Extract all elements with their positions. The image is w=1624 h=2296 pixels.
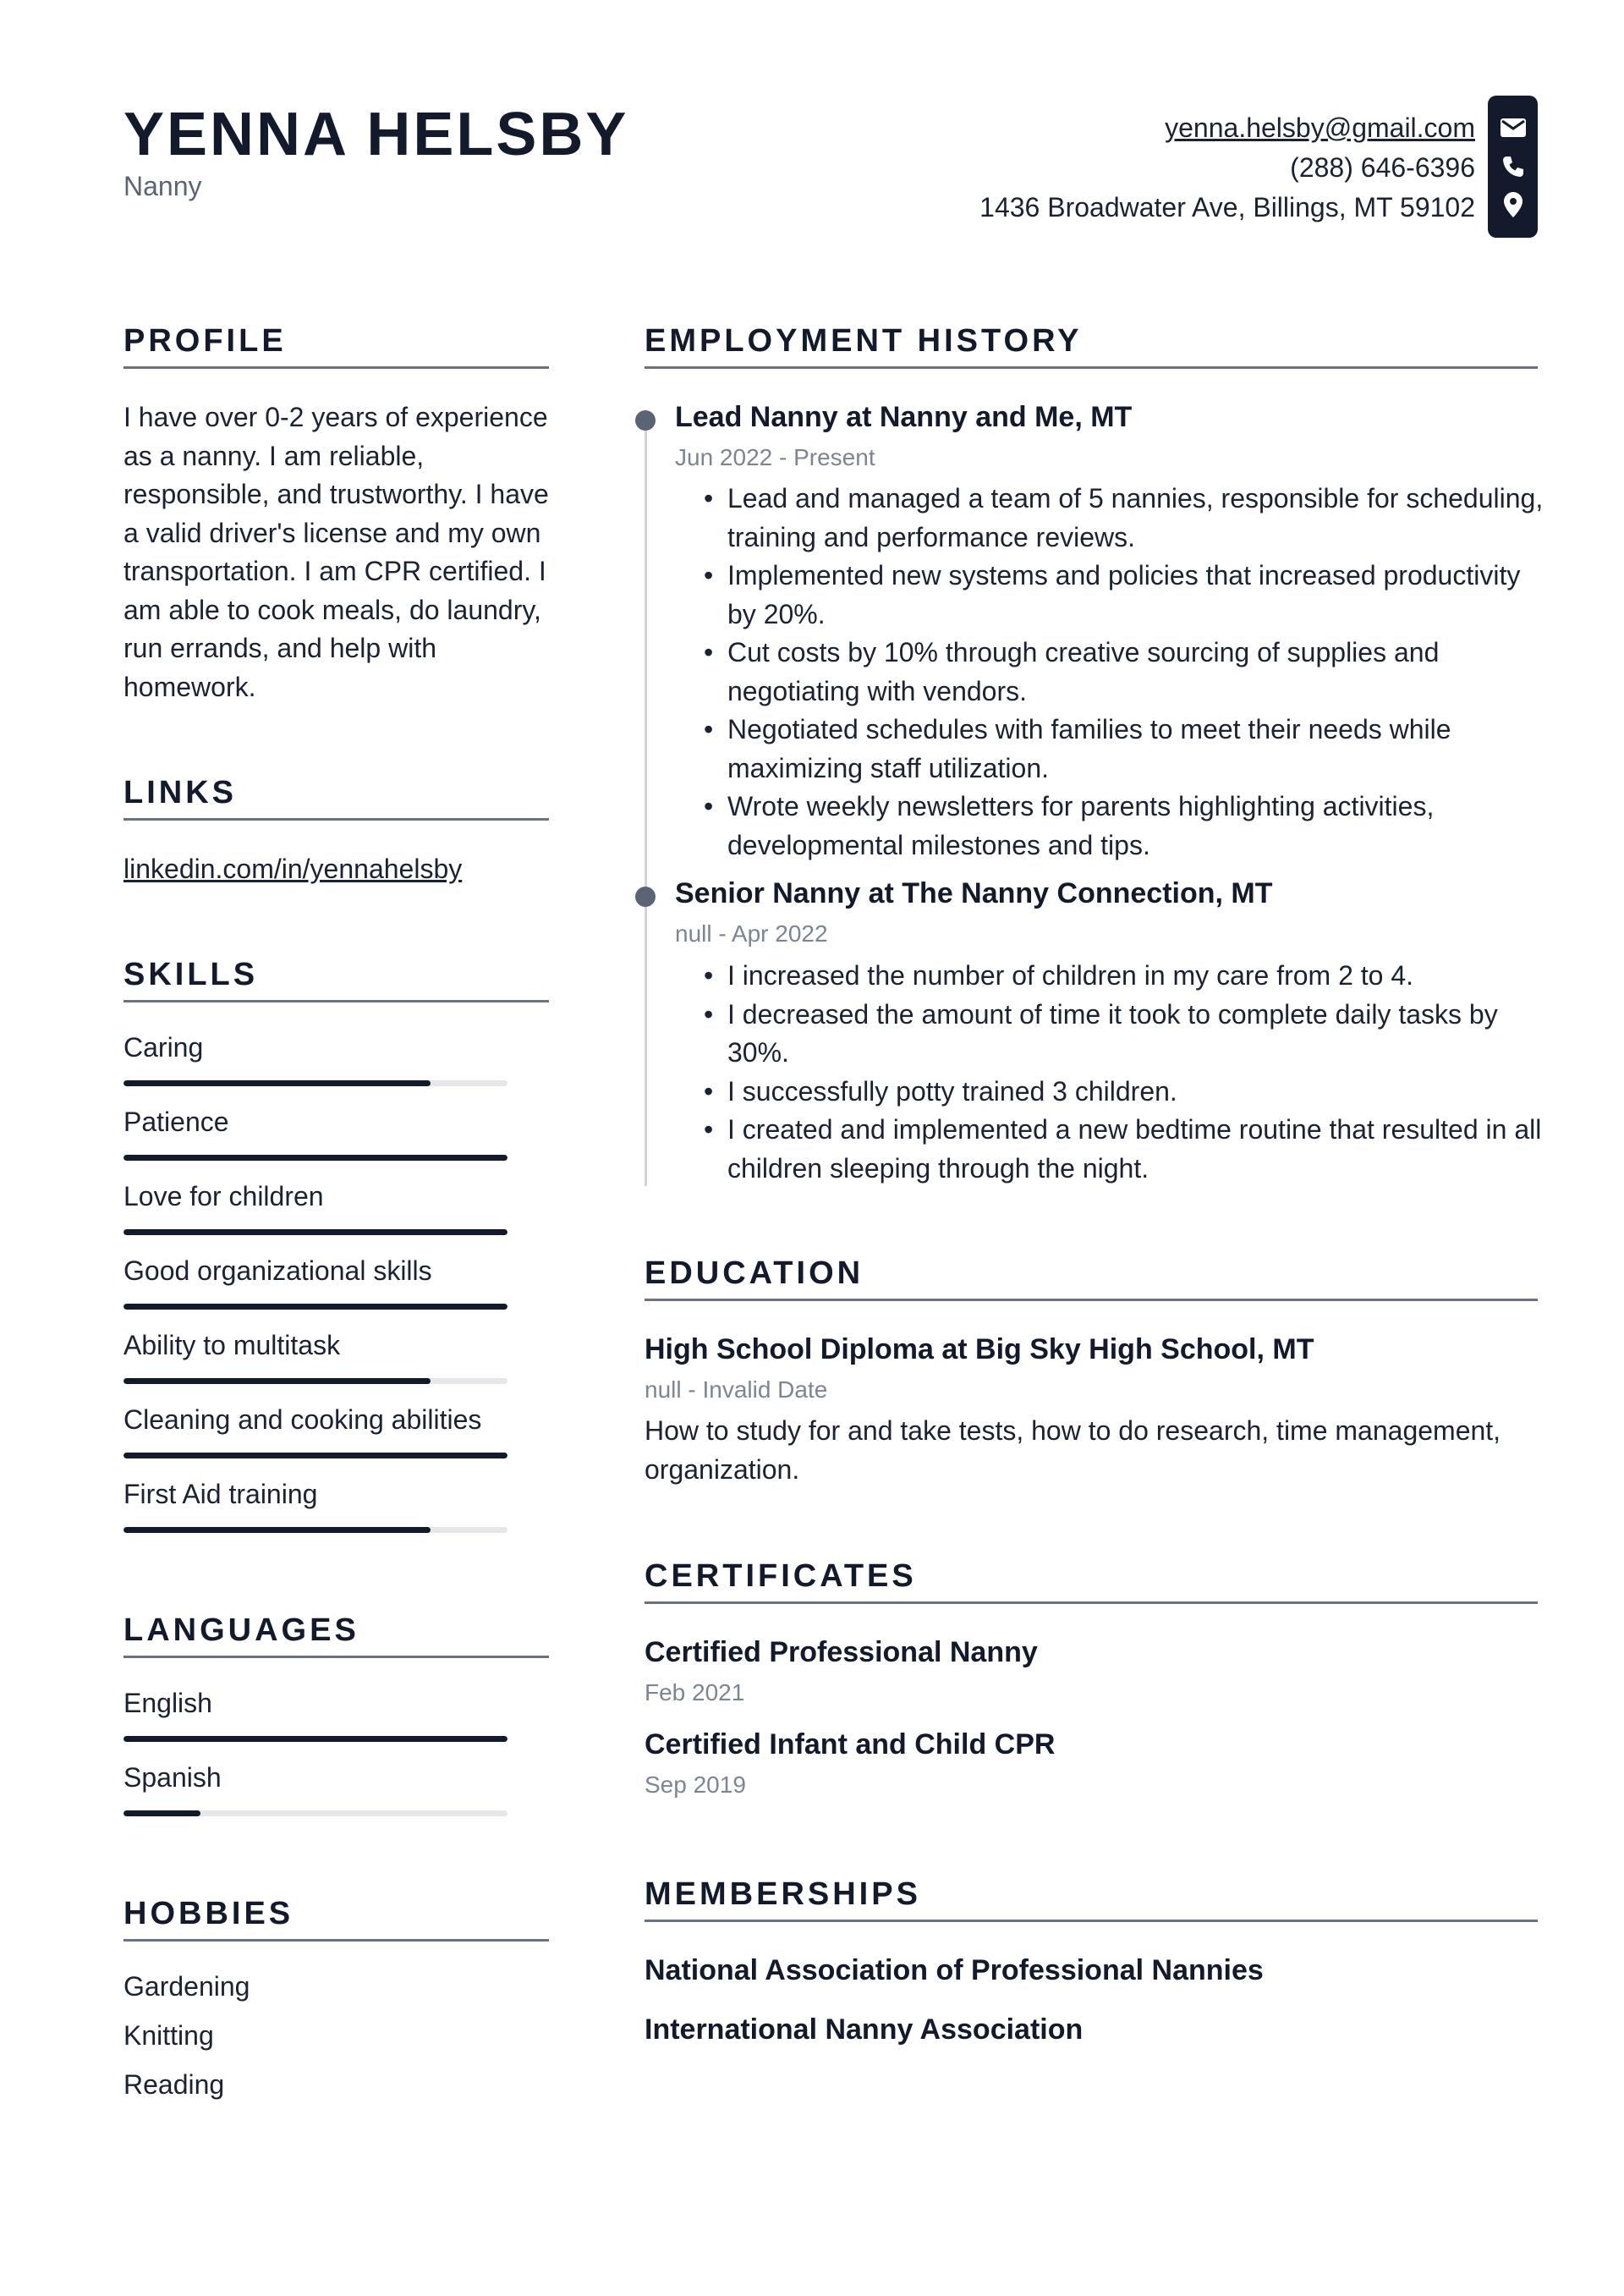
language-label: English (123, 1688, 212, 1718)
list-item: • I increased the number of children in my care from 2 to 4. (675, 957, 1546, 996)
certificates-heading: CERTIFICATES (645, 1558, 917, 1594)
employment-divider (645, 366, 1538, 369)
education-degree: High School Diploma at Big Sky High School, MT (645, 1333, 1314, 1365)
certificates-divider (645, 1601, 1538, 1604)
skill-label: Caring (123, 1032, 204, 1063)
timeline-dot (635, 410, 656, 431)
skill-bar (123, 1304, 508, 1310)
hobby-item: Reading (123, 2069, 225, 2100)
contact-icon-bar (1488, 96, 1538, 238)
language-bar (123, 1736, 508, 1742)
hobbies-divider (123, 1939, 549, 1942)
education-divider (645, 1299, 1538, 1301)
education-heading: EDUCATION (645, 1255, 864, 1291)
skill-bar (123, 1229, 508, 1235)
links-heading: LINKS (123, 775, 237, 810)
skill-bar (123, 1527, 508, 1533)
education-description: How to study for and take tests, how to do research, time management, organization. (645, 1415, 1501, 1485)
job-date: Jun 2022 - Present (675, 444, 875, 470)
list-item: • I successfully potty trained 3 children. (675, 1073, 1546, 1112)
location-pin-icon (1488, 187, 1538, 222)
skill-label: Ability to multitask (123, 1330, 341, 1360)
skill-bar (123, 1080, 508, 1086)
languages-heading: LANGUAGES (123, 1612, 359, 1648)
certificate-date: Feb 2021 (645, 1679, 745, 1706)
list-item: • Lead and managed a team of 5 nannies, responsible for scheduling, training and performance reviews. (675, 480, 1546, 557)
candidate-name: YENNA HELSBY (123, 101, 629, 168)
job-date: null - Apr 2022 (675, 920, 828, 947)
contact-info (979, 108, 1475, 228)
timeline-line (645, 416, 647, 1186)
skill-label: First Aid training (123, 1479, 318, 1509)
job-title: Senior Nanny at The Nanny Connection, MT (675, 877, 1273, 909)
links-divider (123, 818, 549, 821)
membership-item: International Nanny Association (645, 2013, 1084, 2046)
timeline-dot (635, 887, 656, 907)
certificate-title: Certified Professional Nanny (645, 1636, 1038, 1668)
list-item: • Cut costs by 10% through creative sourcing of supplies and negotiating with vendors. (675, 634, 1546, 711)
skill-bar (123, 1378, 508, 1384)
language-bar (123, 1810, 508, 1816)
job-bullets (675, 480, 1546, 865)
job-title: Lead Nanny at Nanny and Me, MT (675, 401, 1133, 433)
languages-divider (123, 1656, 549, 1658)
skill-bar (123, 1155, 508, 1161)
memberships-heading: MEMBERSHIPS (645, 1876, 921, 1912)
profile-divider (123, 366, 549, 369)
skill-label: Patience (123, 1107, 229, 1137)
certificate-date: Sep 2019 (645, 1771, 746, 1798)
job-role: Nanny (123, 171, 202, 201)
skills-divider (123, 1000, 549, 1002)
skill-bar (123, 1453, 508, 1458)
email-link[interactable]: yenna.helsby@gmail.com (1165, 113, 1475, 143)
membership-item: National Association of Professional Nannies (645, 1954, 1264, 1986)
phone-number: (288) 646-6396 (1290, 152, 1475, 183)
memberships-divider (645, 1920, 1538, 1922)
envelope-icon (1488, 110, 1538, 146)
profile-text: I have over 0-2 years of experience as a nanny. I am reliable, responsible, and trustworthy. I have a valid driver's license and my own transportation. I am CPR certified. I am able to cook meals, do laundry, run errands, and help with homework. (123, 402, 549, 702)
employment-heading: EMPLOYMENT HISTORY (645, 323, 1083, 359)
hobby-item: Knitting (123, 2020, 214, 2051)
list-item: • Implemented new systems and policies that increased productivity by 20%. (675, 557, 1546, 634)
address: 1436 Broadwater Ave, Billings, MT 59102 (979, 192, 1475, 222)
list-item: • I decreased the amount of time it took to complete daily tasks by 30%. (675, 996, 1546, 1073)
profile-heading: PROFILE (123, 323, 287, 359)
education-date: null - Invalid Date (645, 1376, 828, 1403)
hobby-item: Gardening (123, 1971, 250, 2002)
skill-label: Cleaning and cooking abilities (123, 1404, 482, 1435)
phone-icon (1488, 149, 1538, 184)
list-item: • I created and implemented a new bedtime routine that resulted in all children sleeping through the night. (675, 1111, 1546, 1188)
list-item: • Negotiated schedules with families to meet their needs while maximizing staff utilization. (675, 711, 1546, 788)
certificate-title: Certified Infant and Child CPR (645, 1728, 1056, 1760)
linkedin-link[interactable]: linkedin.com/in/yennahelsby (123, 854, 463, 884)
language-label: Spanish (123, 1762, 222, 1793)
skill-label: Love for children (123, 1181, 324, 1211)
job-bullets (675, 957, 1546, 1188)
hobbies-heading: HOBBIES (123, 1896, 294, 1931)
list-item: • Wrote weekly newsletters for parents highlighting activities, developmental milestones and tips. (675, 788, 1546, 865)
skills-heading: SKILLS (123, 957, 259, 992)
skill-label: Good organizational skills (123, 1255, 432, 1286)
